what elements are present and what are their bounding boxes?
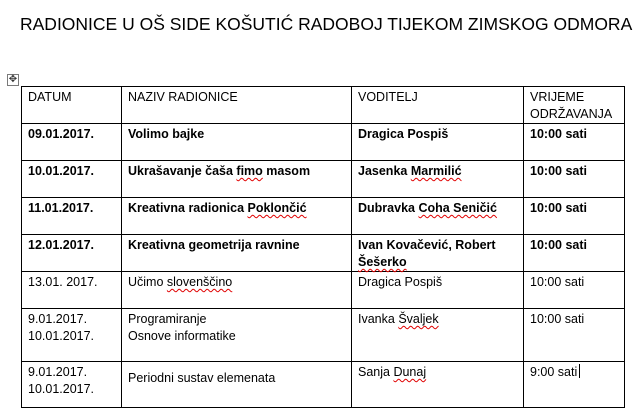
row-name: Kreativna radionica Poklončić <box>122 198 352 235</box>
row-name: Kreativna geometrija ravnine <box>122 235 352 272</box>
row-time: 10:00 sati <box>524 272 625 309</box>
row-leader: Jasenka Marmilić <box>352 161 524 198</box>
row-leader: Sanja Dunaj <box>352 362 524 408</box>
move-icon[interactable]: ✥ <box>8 74 18 85</box>
row-time: 10:00 sati <box>524 235 625 272</box>
row-leader: Dragica Pospiš <box>352 272 524 309</box>
row-name: Volimo bajke <box>122 124 352 161</box>
header-time: VRIJEME ODRŽAVANJA <box>524 87 625 124</box>
header-name: NAZIV RADIONICE <box>122 87 352 124</box>
row-date: 10.01.2017. <box>22 161 122 198</box>
table-row <box>22 198 625 235</box>
row-time[interactable]: 9:00 sati <box>524 362 625 408</box>
row-date: 11.01.2017. <box>22 198 122 235</box>
row-date: 13.01. 2017. <box>22 272 122 309</box>
table-row <box>22 309 625 362</box>
row-name: Periodni sustav elemenata <box>122 362 352 408</box>
row-leader: Ivanka Švaljek <box>352 309 524 362</box>
header-date: DATUM <box>22 87 122 124</box>
row-leader: Ivan Kovačević, Robert Šešerko <box>352 235 524 272</box>
row-name: Učimo slovenščino <box>122 272 352 309</box>
document-title: RADIONICE U OŠ SIDE KOŠUTIĆ RADOBOJ TIJEKOM ZIMSKOG ODMORA <box>20 14 633 34</box>
row-name: Programiranje Osnove informatike <box>122 309 352 362</box>
row-name: Ukrašavanje čaša fimo masom <box>122 161 352 198</box>
row-date: 9.01.2017. 10.01.2017. <box>22 362 122 408</box>
header-leader: VODITELJ <box>352 87 524 124</box>
header-row <box>22 87 625 124</box>
table-row <box>22 272 625 309</box>
row-leader: Dubravka Coha Seničić <box>352 198 524 235</box>
row-date: 12.01.2017. <box>22 235 122 272</box>
table-row <box>22 235 625 272</box>
row-time: 10:00 sati <box>524 198 625 235</box>
row-time: 10:00 sati <box>524 309 625 362</box>
workshop-table <box>21 86 625 408</box>
row-date: 9.01.2017. 10.01.2017. <box>22 309 122 362</box>
row-date: 09.01.2017. <box>22 124 122 161</box>
row-time: 10:00 sati <box>524 161 625 198</box>
row-leader: Dragica Pospiš <box>352 124 524 161</box>
table-row <box>22 161 625 198</box>
table-row <box>22 362 625 408</box>
row-time: 10:00 sati <box>524 124 625 161</box>
text-cursor <box>579 364 580 378</box>
table-row <box>22 124 625 161</box>
